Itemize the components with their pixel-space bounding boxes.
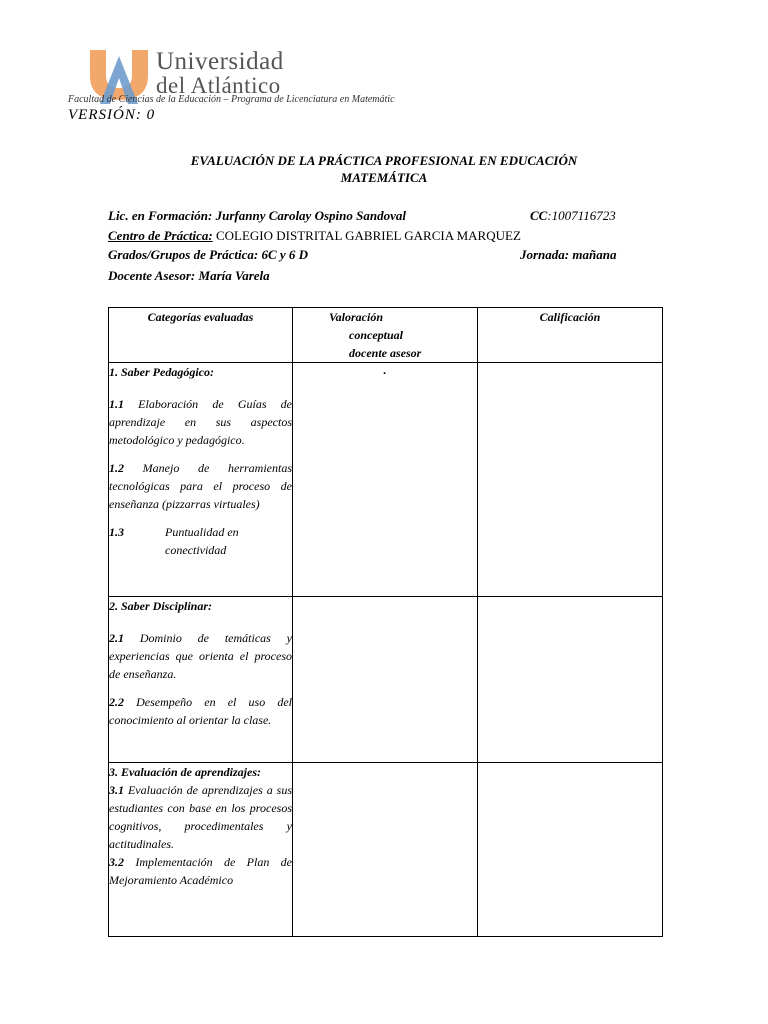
table-row [109, 363, 663, 597]
section-saber-disciplinar: 2. Saber Disciplinar: 2.1 Dominio de temáticas y experiencias que orienta el proceso de enseñanza. 2.2 Desempeño en el uso del conocimiento al orientar la clase. [109, 597, 293, 763]
header-calificacion: Calificación [478, 308, 663, 363]
grados-label: Grados/Grupos de Práctica: [108, 247, 259, 262]
lic-label: Lic. en Formación: [108, 208, 213, 223]
cc-label: CC [530, 208, 548, 223]
logo-text-line2: del Atlántico [156, 73, 281, 98]
header-categorias: Categorías evaluadas [109, 308, 293, 363]
list-item: 3.1 Evaluación de aprendizajes a sus estudiantes con base en los procesos cognitivos, procedimentales y actitudinales. [109, 783, 293, 851]
table-row [109, 763, 663, 937]
list-item: 3.2 Implementación de Plan de Mejoramiento Académico [109, 855, 292, 887]
title-line1: EVALUACIÓN DE LA PRÁCTICA PROFESIONAL EN EDUCACIÓN [190, 153, 578, 168]
calificacion-cell-1[interactable] [478, 363, 663, 597]
jornada-label: Jornada: [520, 247, 570, 262]
cc-value: :1007116723 [547, 208, 616, 223]
info-lic [108, 208, 406, 224]
table-header-row [109, 308, 663, 363]
calificacion-cell-3[interactable] [478, 763, 663, 937]
jornada-value: mañana [572, 247, 617, 262]
faculty-line: Facultad de Ciencias de la Educación – Programa de Licenciatura en Matemátic [68, 94, 395, 105]
list-item: 2.2 Desempeño en el uso del conocimiento al orientar la clase. [109, 695, 292, 727]
logo-text-line1: Universidad [156, 48, 284, 75]
lic-value: Jurfanny Carolay Ospino Sandoval [215, 208, 406, 223]
valoracion-cell-1[interactable]: . [293, 363, 478, 597]
valoracion-cell-2[interactable] [293, 597, 478, 763]
docente-value: María Varela [198, 268, 270, 283]
title-line2: MATEMÁTICA [340, 170, 428, 185]
info-centro [108, 228, 521, 244]
grados-value: 6C y 6 D [261, 247, 309, 262]
info-grados [108, 247, 308, 263]
document-title [108, 152, 660, 186]
centro-label: Centro de Práctica: [108, 228, 213, 243]
calificacion-cell-2[interactable] [478, 597, 663, 763]
list-item: 2.1 Dominio de temáticas y experiencias que orienta el proceso de enseñanza. [109, 631, 292, 681]
info-docente [108, 268, 270, 284]
header-valoracion: Valoración conceptual docente asesor [293, 308, 478, 363]
list-item: 1.2 Manejo de herramientas tecnológicas para el proceso de enseñanza (pizzarras virtuales) [109, 461, 292, 511]
evaluation-table [108, 307, 663, 937]
info-cc [530, 208, 616, 224]
section-evaluacion-aprendizajes: 3. Evaluación de aprendizajes: 3.1 Evaluación de aprendizajes a sus estudiantes con base en los procesos cognitivos, procedimentales y actitudinales. 3.2 Implementación de Plan de Mejoramiento Académico [109, 763, 293, 937]
valoracion-cell-3[interactable] [293, 763, 478, 937]
version-label: VERSIÓN: 0 [68, 107, 156, 123]
info-jornada [520, 247, 616, 263]
list-item: 1.3 Puntualidad en conectividad [109, 525, 239, 557]
section-saber-pedagogico: 1. Saber Pedagógico: 1.1 Elaboración de Guías de aprendizaje en sus aspectos metodológico y pedagógico. 1.2 Manejo de herramientas tecnológicas para el proceso de enseñanza (pizzarras virtuales) 1.3 Puntualidad en conectividad [109, 363, 293, 597]
centro-value: COLEGIO DISTRITAL GABRIEL GARCIA MARQUEZ [212, 228, 521, 243]
list-item: 1.1 Elaboración de Guías de aprendizaje en sus aspectos metodológico y pedagógico. [109, 397, 292, 447]
table-row [109, 597, 663, 763]
docente-label: Docente Asesor: [108, 268, 196, 283]
